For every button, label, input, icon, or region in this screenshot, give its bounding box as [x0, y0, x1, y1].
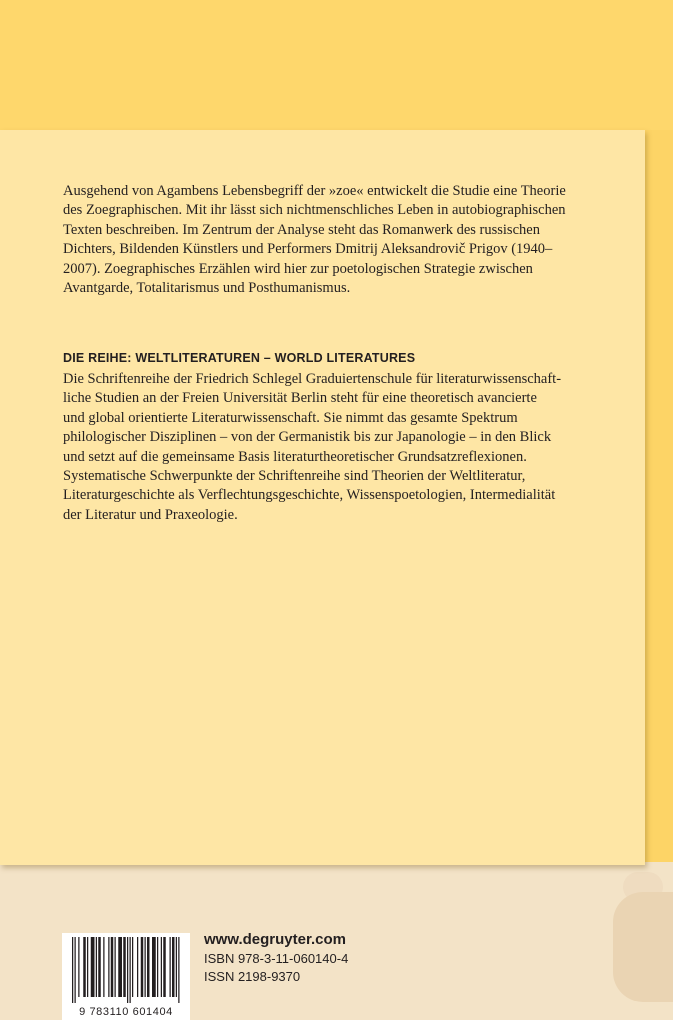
issn-number: ISSN 2198-9370 [204, 969, 301, 984]
barcode-bar [132, 937, 133, 997]
barcode-bar [141, 937, 144, 997]
barcode-bar [127, 937, 128, 1003]
series-line: und global orientierte Literaturwissenschaft. Sie nimmt das gesamte Spektrum [63, 409, 518, 426]
series-line: und setzt auf die gemeinsame Basis literaturtheoretischer Grundsatzreflexionen. [63, 448, 527, 465]
barcode-bar [115, 937, 116, 997]
barcode-bar [170, 937, 171, 997]
barcode-bar [96, 937, 97, 997]
series-line: Literaturgeschichte als Verflechtungsgeschichte, Wissenspoetologien, Intermedialität [63, 487, 556, 504]
barcode-bar [83, 937, 86, 997]
barcode-bar [123, 937, 126, 997]
barcode-bar [111, 937, 114, 997]
barcode-bar [98, 937, 101, 997]
abstract-line: des Zoegraphischen. Mit ihr lässt sich nichtmenschliches Leben in autobiographischen [63, 202, 566, 219]
barcode-bar [87, 937, 88, 997]
barcode-bar [108, 937, 109, 997]
barcode-bar [178, 937, 179, 1003]
series-line: philologischer Disziplinen – von der Germanistik bis zur Japanologie – in den Blick [63, 429, 552, 446]
abstract-line: Ausgehend von Agambens Lebensbegriff der »zoe« entwickelt die Studie eine Theorie [63, 183, 566, 199]
barcode-bar [91, 937, 95, 997]
cover-top-band [0, 0, 673, 130]
abstract-line: Texten beschreiben. Im Zentrum der Analyse steht das Romanwerk des russischen [63, 221, 540, 238]
back-cover-panel [0, 130, 645, 865]
barcode-digits: 9 783110 601404 [79, 1006, 173, 1018]
series-line: der Literatur und Praxeologie. [63, 506, 238, 523]
barcode-bar [157, 937, 158, 997]
barcode-bar [152, 937, 156, 997]
barcode-bar [72, 937, 73, 1003]
series-line: Systematische Schwerpunkte der Schriftenreihe sind Theorien der Weltliteratur, [63, 468, 526, 485]
series-line: Die Schriftenreihe der Friedrich Schlegel Graduiertenschule für literaturwissenschaft- [63, 371, 562, 387]
barcode-bars [66, 937, 186, 1003]
barcode-bar [176, 937, 177, 997]
barcode-bar [172, 937, 175, 997]
barcode-bar [147, 937, 150, 997]
barcode-bar [145, 937, 146, 997]
abstract-line: Avantgarde, Totalitarismus und Posthumanismus. [63, 280, 351, 297]
publisher-url: www.degruyter.com [204, 931, 346, 948]
barcode-bar [118, 937, 122, 997]
barcode-bar [130, 937, 131, 1003]
barcode-bar [103, 937, 104, 997]
barcode-bar [137, 937, 138, 997]
book-abstract [63, 182, 628, 298]
isbn-barcode [62, 933, 190, 1020]
abstract-line: 2007). Zoegraphisches Erzählen wird hier zur poetologischen Strategie zwischen [63, 260, 533, 277]
barcode-bar [161, 937, 162, 997]
barcode-bar [75, 937, 76, 1003]
barcode-bar [78, 937, 79, 997]
isbn-number: ISBN 978-3-11-060140-4 [204, 951, 349, 966]
cover-edge-strip [645, 130, 673, 865]
barcode-bar [163, 937, 166, 997]
series-line: liche Studien an der Freien Universität Berlin steht für eine theoretisch avancierte [63, 390, 537, 407]
abstract-line: Dichters, Bildenden Künstlers und Performers Dmitrij Aleksandrovič Prigov (1940– [63, 241, 553, 258]
series-description [63, 370, 628, 525]
series-heading: DIE REIHE: WELTLITERATUREN – WORLD LITERATURES [63, 351, 416, 365]
